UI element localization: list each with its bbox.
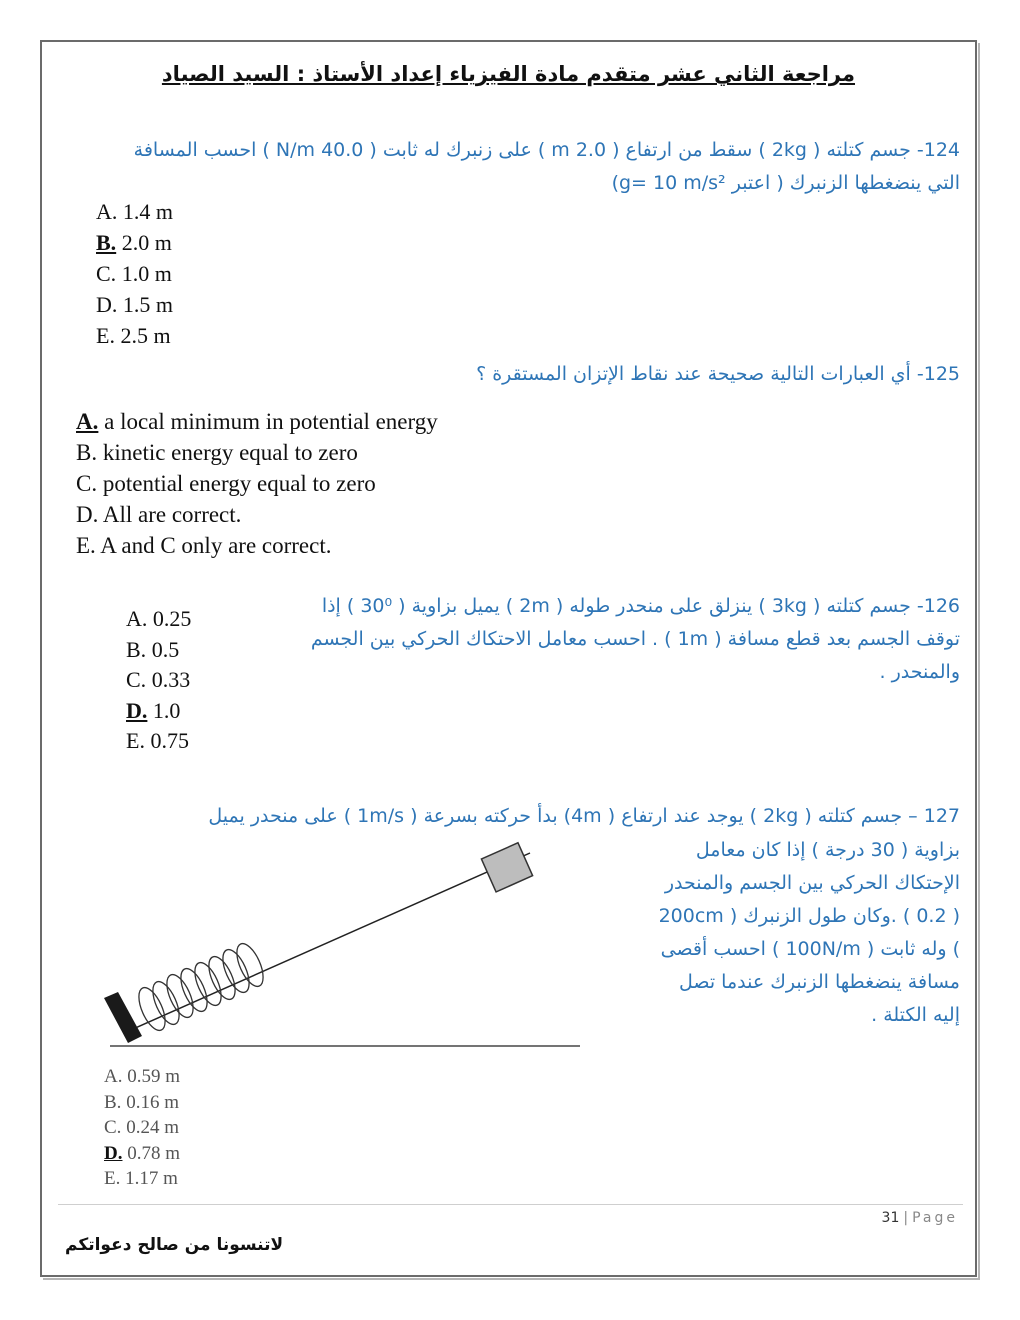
question-127-line-4: ( 0.2 ) .وكان طول الزنبرك ( 200cm	[658, 905, 960, 927]
question-126-line-3: والمنحدر .	[879, 661, 960, 683]
option-a: A. 0.59 m	[104, 1066, 181, 1087]
question-127-line-1-block	[60, 800, 960, 833]
question-126-line-1: 126- جسم كتلته ( 3kg ) ينزلق على منحدر طوله ( 2m ) يميل بزاوية ( 30⁰ ) إذا	[321, 595, 960, 617]
option-b-correct: B. 2.0 m	[96, 230, 172, 255]
question-127-line-2: بزاوية ( 30 درجة ) إذا كان معامل	[695, 839, 960, 861]
option-c: C. potential energy equal to zero	[76, 471, 376, 496]
option-b: B. 0.16 m	[104, 1091, 179, 1113]
question-127-line-3: الإحتكاك الحركي بين الجسم والمنحدر	[664, 872, 960, 894]
option-e: E. 2.5 m	[96, 323, 171, 348]
page-number: 31 | Page	[881, 1210, 958, 1226]
question-127-line-1: 127 – جسم كتلته ( 2kg ) يوجد عند ارتفاع ( 4m) بدأ حركته بسرعة ( 1m/s ) على منحدر يميل	[208, 805, 960, 827]
question-124	[50, 134, 960, 200]
question-124-line-1: 124- جسم كتلته ( 2kg ) سقط من ارتفاع ( 2.0 m ) على زنبرك له ثابت ( 40.0 N/m ) احسب المسافة	[133, 139, 960, 161]
question-126-line-2: توقف الجسم بعد قطع مسافة ( 1m ) . احسب معامل الاحتكاك الحركي بين الجسم	[310, 628, 960, 650]
question-124-options	[96, 196, 173, 351]
option-d-correct: D. 1.0	[126, 697, 181, 723]
question-126	[230, 590, 960, 689]
wall-block	[104, 992, 142, 1043]
option-c: C. 0.33	[126, 667, 191, 692]
option-c: C. 1.0 m	[96, 261, 172, 286]
mass-block	[481, 843, 532, 892]
option-a: A. 1.4 m	[96, 199, 174, 224]
footer-divider	[58, 1204, 963, 1205]
question-127	[580, 834, 960, 1032]
option-d: D. All are correct.	[76, 502, 242, 527]
option-d: D. 1.5 m	[96, 292, 174, 317]
option-e: E. A and C only are correct.	[76, 533, 332, 558]
question-126-options	[126, 604, 191, 757]
option-e: E. 1.17 m	[104, 1168, 178, 1189]
question-127-options	[104, 1064, 180, 1192]
incline-spring-diagram	[100, 838, 590, 1058]
option-a: A. 0.25	[126, 606, 192, 631]
question-125-options	[76, 406, 438, 561]
option-b: B. kinetic energy equal to zero	[76, 440, 358, 465]
question-124-line-2: التي ينضغطها الزنبرك ( اعتبر g= 10 m/s²)	[611, 172, 960, 194]
page-number-value: 31	[881, 1210, 900, 1226]
question-125-line-1: 125- أي العبارات التالية صحيحة عند نقاط الإتزان المستقرة ؟	[476, 363, 960, 385]
footer-dua: لاتنسونا من صالح دعواتكم	[65, 1235, 284, 1255]
option-c: C. 0.24 m	[104, 1117, 179, 1138]
question-127-line-5: ) وله ثابت ( 100N/m ) احسب أقصى	[660, 938, 960, 960]
question-127-line-7: إليه الكتلة .	[871, 1004, 960, 1026]
question-127-line-6: مسافة ينضغطها الزنبرك عندما تصل	[678, 971, 960, 993]
option-b: B. 0.5	[126, 636, 180, 662]
question-125	[50, 358, 960, 391]
page-title: مراجعة الثاني عشر متقدم مادة الفيزياء إعداد الأستاذ : السيد الصياد	[161, 62, 855, 86]
option-d-correct: D. 0.78 m	[104, 1142, 181, 1164]
option-e: E. 0.75	[126, 728, 189, 753]
incline-line	[124, 853, 530, 1033]
option-a-correct: A. a local minimum in potential energy	[76, 409, 438, 434]
page-label: Page	[912, 1210, 958, 1226]
